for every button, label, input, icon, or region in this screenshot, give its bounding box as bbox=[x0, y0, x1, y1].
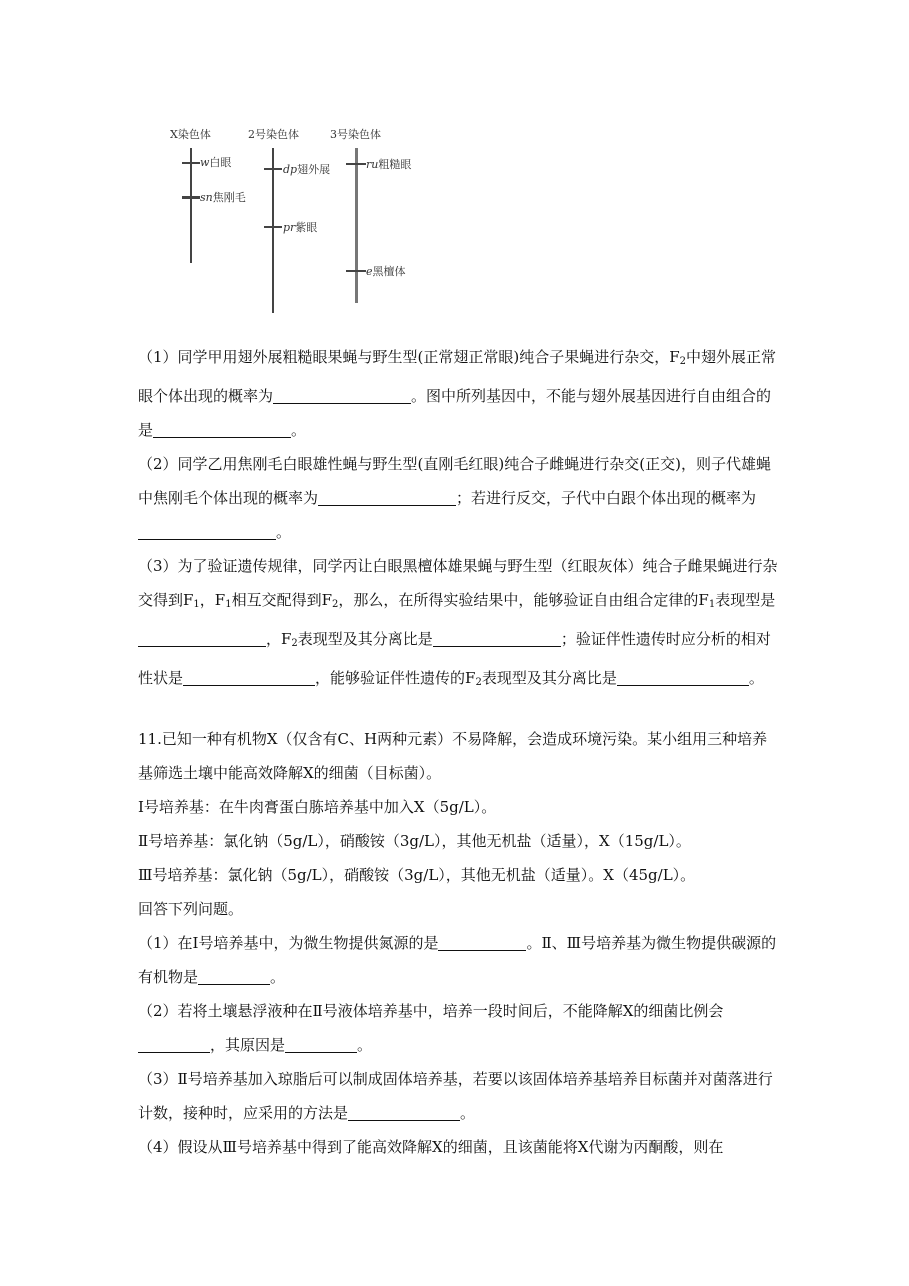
answer-blank[interactable] bbox=[617, 669, 749, 686]
answer-blank[interactable] bbox=[138, 523, 276, 540]
gene-tick bbox=[264, 226, 282, 228]
gene-label-ru: ru粗糙眼 bbox=[366, 158, 412, 171]
q10-part-2: （2）同学乙用焦刚毛白眼雄性蝇与野生型(直刚毛红眼)纯合子雌蝇进行杂交(正交)，则子代雄蝇中焦刚毛个体出现的概率为 ；若进行反交，子代中白跟个体出现的概率为。 bbox=[138, 455, 771, 541]
answer-blank[interactable] bbox=[285, 1036, 357, 1053]
q11-medium-3: Ⅲ号培养基：氯化钠（5g/L），硝酸铵（3g/L），其他无机盐（适量）。X（45g/L）。 bbox=[138, 866, 696, 884]
chromosome-3-line bbox=[355, 148, 358, 303]
chromosome-x-title: X染色体 bbox=[170, 128, 211, 141]
answer-blank[interactable] bbox=[183, 669, 315, 686]
gene-label-w: w白眼 bbox=[200, 156, 232, 169]
gene-label-dp: dp翅外展 bbox=[283, 163, 331, 176]
gene-label-sn: sn焦刚毛 bbox=[200, 191, 246, 204]
gene-tick bbox=[182, 196, 200, 199]
chromosome-x-line bbox=[190, 148, 192, 263]
q11-part-4: （4）假设从Ⅲ号培养基中得到了能高效降解X的细菌，且该菌能将X代谢为丙酮酸，则在 bbox=[138, 1138, 724, 1156]
q11-part-1: （1）在Ⅰ号培养基中，为微生物提供氮源的是 。Ⅱ、Ⅲ号培养基为微生物提供碳源的有机物是 。 bbox=[138, 934, 777, 986]
answer-blank[interactable] bbox=[138, 630, 266, 647]
question-11 bbox=[138, 722, 778, 1164]
question-10 bbox=[138, 340, 778, 700]
gene-tick bbox=[346, 270, 366, 272]
gene-label-pr: pr紫眼 bbox=[283, 221, 318, 234]
q11-medium-2: Ⅱ号培养基：氯化钠（5g/L），硝酸铵（3g/L），其他无机盐（适量），X（15g/L）。 bbox=[138, 832, 691, 850]
chromosome-diagram bbox=[160, 118, 430, 328]
gene-label-e: e黑檀体 bbox=[366, 265, 406, 278]
answer-blank[interactable] bbox=[348, 1104, 460, 1121]
answer-blank[interactable] bbox=[438, 934, 526, 951]
answer-blank[interactable] bbox=[138, 1036, 210, 1053]
q10-part-3: （3）为了验证遗传规律，同学丙让白眼黑檀体雄果蝇与野生型（红眼灰体）纯合子雌果蝇进行杂交得到$F_1$，$F_1$相互交配得到$F_2$，那么，在所得实验结果中，能够验证自由组合定律的$F_1$表现型是，$F_2$表现型及其分离比是 ；验证伴性遗传时应分析的相对性状是 ，能够验证伴性遗传的$F_2$表现型及其分离比是 。 bbox=[138, 557, 778, 688]
gene-tick bbox=[264, 168, 282, 170]
q10-part-1: （1）同学甲用翅外展粗糙眼果蝇与野生型(正常翅正常眼)纯合子果蝇进行杂交，$F_2$中翅外展正常眼个体出现的概率为 。图中所列基因中，不能与翅外展基因进行自由组合的是 。 bbox=[138, 348, 777, 439]
q11-prompt: 回答下列问题。 bbox=[138, 900, 244, 918]
answer-blank[interactable] bbox=[273, 387, 411, 404]
answer-blank[interactable] bbox=[433, 630, 561, 647]
chromosome-3-title: 3号染色体 bbox=[330, 128, 381, 141]
chromosome-2-line bbox=[272, 148, 274, 313]
answer-blank[interactable] bbox=[198, 968, 270, 985]
q11-medium-1: Ⅰ号培养基：在牛肉膏蛋白胨培养基中加入X（5g/L）。 bbox=[138, 798, 497, 816]
answer-blank[interactable] bbox=[153, 421, 291, 438]
q11-part-2: （2）若将土壤悬浮液种在Ⅱ号液体培养基中，培养一段时间后，不能降解X的细菌比例会，其原因是 。 bbox=[138, 1002, 724, 1054]
answer-blank[interactable] bbox=[318, 489, 456, 506]
chromosome-2-title: 2号染色体 bbox=[248, 128, 299, 141]
gene-tick bbox=[182, 162, 200, 164]
gene-tick bbox=[346, 163, 366, 165]
q11-part-3: （3）Ⅱ号培养基加入琼脂后可以制成固体培养基，若要以该固体培养基培养目标菌并对菌落进行计数，接种时，应采用的方法是 。 bbox=[138, 1070, 773, 1122]
q11-intro: 11.已知一种有机物X（仅含有C、H两种元素）不易降解，会造成环境污染。某小组用三种培养基筛选土壤中能高效降解X的细菌（目标菌）。 bbox=[138, 730, 768, 782]
